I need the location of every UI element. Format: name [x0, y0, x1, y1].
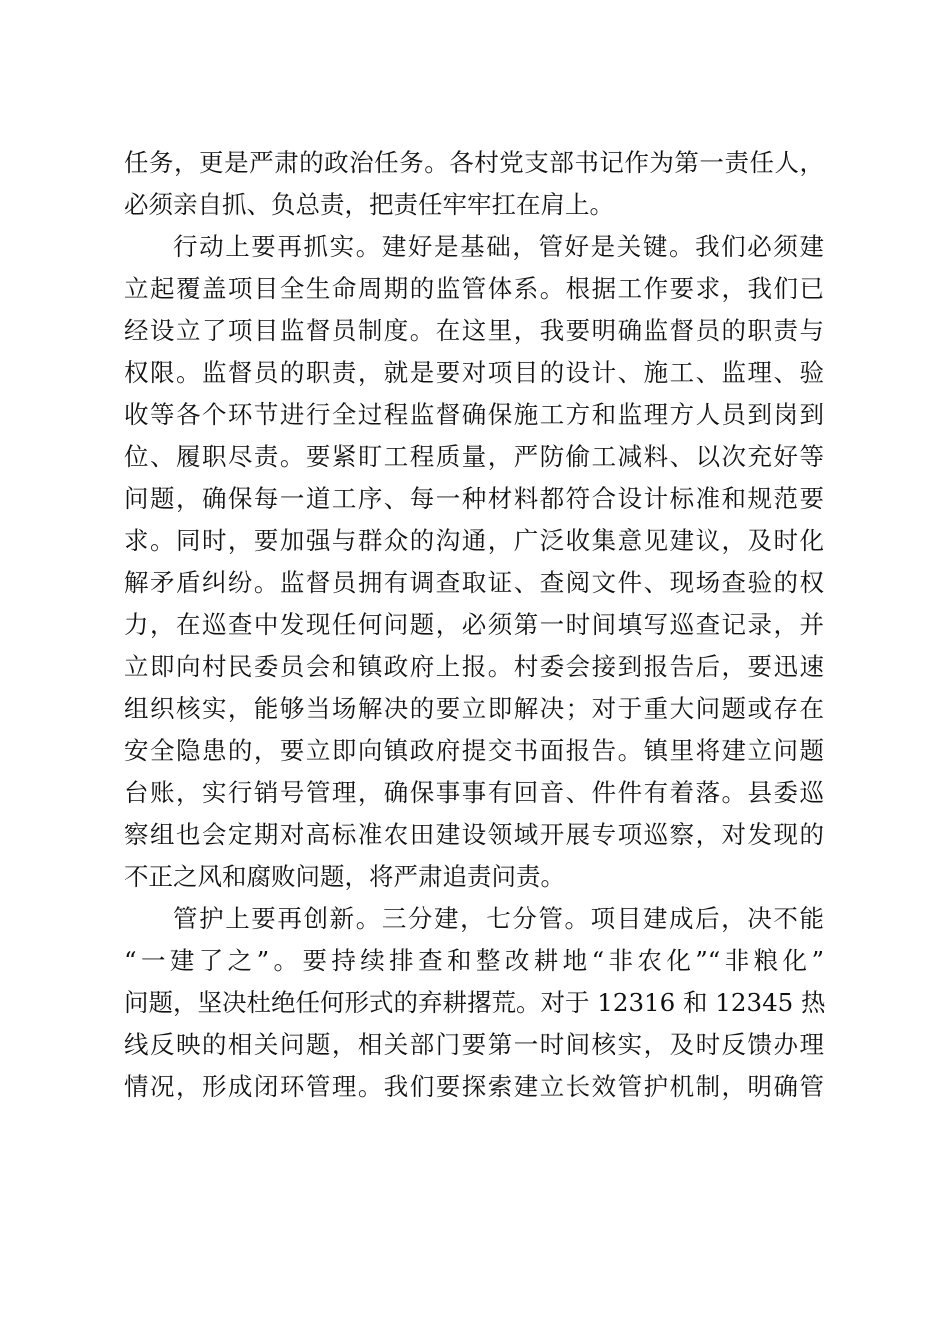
text-line: 行动上要再抓实。建好是基础，管好是关键。我们必须建: [173, 232, 824, 261]
paragraph-3: [124, 898, 824, 1108]
text-line: 解矛盾纠纷。监督员拥有调查取证、查阅文件、现场查验的权: [124, 568, 824, 597]
text-line: 立即向村民委员会和镇政府上报。村委会接到报告后，要迅速: [124, 652, 824, 681]
paragraph-1: [124, 142, 824, 226]
text-line: 任务，更是严肃的政治任务。各村党支部书记作为第一责任人，: [124, 148, 824, 177]
text-line: 组织核实，能够当场解决的要立即解决；对于重大问题或存在: [124, 694, 824, 723]
text-line: 情况，形成闭环管理。我们要探索建立长效管护机制，明确管: [124, 1072, 824, 1101]
paragraph-2: [124, 226, 824, 898]
text-line: 察组也会定期对高标准农田建设领域开展专项巡察，对发现的: [124, 820, 824, 849]
text-line: 位、履职尽责。要紧盯工程质量，严防偷工减料、以次充好等: [124, 442, 824, 471]
text-line: 立起覆盖项目全生命周期的监管体系。根据工作要求，我们已: [124, 274, 824, 303]
text-line: 不正之风和腐败问题，将严肃追责问责。: [124, 862, 565, 891]
text-line: 安全隐患的，要立即向镇政府提交书面报告。镇里将建立问题: [124, 736, 824, 765]
text-line: 管护上要再创新。三分建，七分管。项目建成后，决不能: [173, 904, 824, 933]
text-line: 台账，实行销号管理，确保事事有回音、件件有着落。县委巡: [124, 778, 824, 807]
text-line: 问题，确保每一道工序、每一种材料都符合设计标准和规范要: [124, 484, 824, 513]
text-line: 必须亲自抓、负总责，把责任牢牢扛在肩上。: [124, 190, 614, 219]
text-line: 经设立了项目监督员制度。在这里，我要明确监督员的职责与: [124, 316, 824, 345]
text-line: “一建了之”。要持续排查和整改耕地“非农化”“非粮化”: [124, 946, 824, 975]
text-line: 求。同时，要加强与群众的沟通，广泛收集意见建议，及时化: [124, 526, 824, 555]
text-line: 力，在巡查中发现任何问题，必须第一时间填写巡查记录，并: [124, 610, 824, 639]
text-line: 收等各个环节进行全过程监督确保施工方和监理方人员到岗到: [124, 400, 824, 429]
text-line: 权限。监督员的职责，就是要对项目的设计、施工、监理、验: [124, 358, 824, 387]
text-line: 问题，坚决杜绝任何形式的弃耕撂荒。对于 12316 和 12345 热: [124, 988, 826, 1017]
body-text: [124, 142, 824, 1108]
text-line: 线反映的相关问题，相关部门要第一时间核实，及时反馈办理: [124, 1030, 824, 1059]
